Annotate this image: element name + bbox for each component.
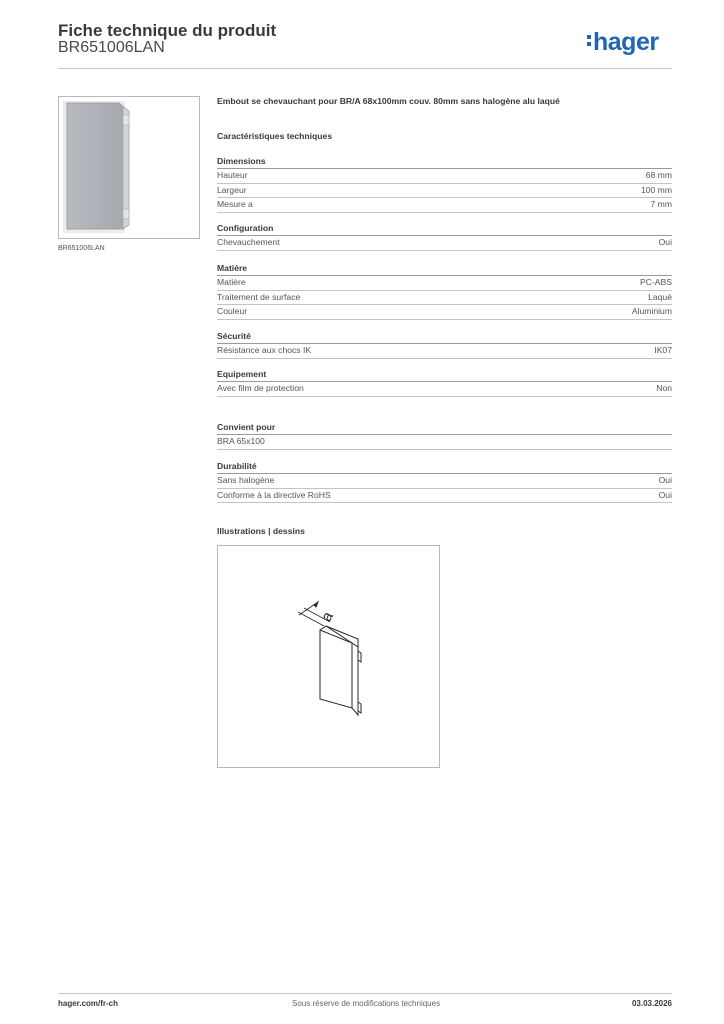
spec-label: BRA 65x100 (217, 436, 265, 446)
section-configuration (217, 222, 672, 251)
spec-value: Aluminium (631, 306, 672, 316)
spec-row (217, 236, 672, 251)
spec-value: Oui (658, 475, 672, 485)
product-description: Embout se chevauchant pour BR/A 68x100mm couv. 80mm sans halogène alu laqué (217, 96, 560, 106)
spec-row (217, 184, 672, 199)
spec-label: Sans halogène (217, 475, 275, 485)
hager-logo (593, 28, 659, 56)
footer-notice: Sous réserve de modifications techniques (292, 999, 441, 1008)
spec-label: Hauteur (217, 170, 248, 180)
section-title: Equipement (217, 368, 672, 382)
spec-row (217, 474, 672, 489)
technical-drawing (217, 545, 440, 768)
section-equipment (217, 368, 672, 397)
footer-date: 03.03.2026 (631, 999, 672, 1008)
spec-label: Matière (217, 277, 246, 287)
product-image (58, 96, 200, 239)
spec-row (217, 382, 672, 397)
section-title: Sécurité (217, 330, 672, 344)
spec-value: Oui (658, 237, 672, 247)
spec-value: Non (656, 383, 672, 393)
section-title: Configuration (217, 222, 672, 236)
spec-label: Avec film de protection (217, 383, 304, 393)
spec-row (217, 435, 672, 450)
end-cap-product-icon (59, 97, 199, 238)
footer-website: hager.com/fr-ch (58, 999, 119, 1008)
spec-label: Mesure a (217, 199, 253, 209)
thumbnail-caption: BR651006LAN (58, 245, 105, 252)
header-divider (58, 68, 672, 69)
spec-value: 7 mm (650, 199, 672, 209)
section-safety (217, 330, 672, 359)
spec-row (217, 489, 672, 504)
dimension-label-a: a (317, 608, 337, 625)
spec-row (217, 169, 672, 184)
dimension-drawing-icon (218, 546, 439, 767)
logo-dots-icon (587, 35, 592, 49)
characteristics-title: Caractéristiques techniques (217, 131, 333, 141)
spec-row (217, 344, 672, 359)
spec-row (217, 291, 672, 306)
section-title: Dimensions (217, 155, 672, 169)
section-material (217, 262, 672, 320)
logo-text: hager (593, 28, 659, 56)
spec-row (217, 198, 672, 213)
spec-label: Conforme à la directive RoHS (217, 489, 331, 500)
footer-divider (58, 993, 672, 994)
section-durability (217, 460, 672, 503)
spec-value: PC-ABS (640, 277, 672, 287)
spec-label: Couleur (217, 306, 248, 316)
spec-label: Résistance aux chocs IK (217, 345, 312, 355)
spec-label: Largeur (217, 184, 247, 195)
section-title: Convient pour (217, 421, 672, 435)
spec-value: IK07 (654, 345, 672, 355)
spec-row (217, 305, 672, 320)
spec-value: 68 mm (645, 170, 672, 180)
spec-value: Laqué (648, 291, 672, 302)
spec-value: Oui (658, 489, 672, 500)
spec-label: Traitement de surface (217, 291, 301, 302)
product-code: BR651006LAN (58, 39, 165, 56)
spec-label: Chevauchement (217, 237, 280, 247)
spec-value: 100 mm (640, 184, 672, 195)
section-title: Durabilité (217, 460, 672, 474)
section-compatible (217, 421, 672, 450)
spec-row (217, 276, 672, 291)
section-dimensions (217, 155, 672, 213)
illustrations-title: Illustrations | dessins (217, 526, 305, 536)
section-title: Matière (217, 262, 672, 276)
page-title: Fiche technique du produit (58, 21, 277, 40)
